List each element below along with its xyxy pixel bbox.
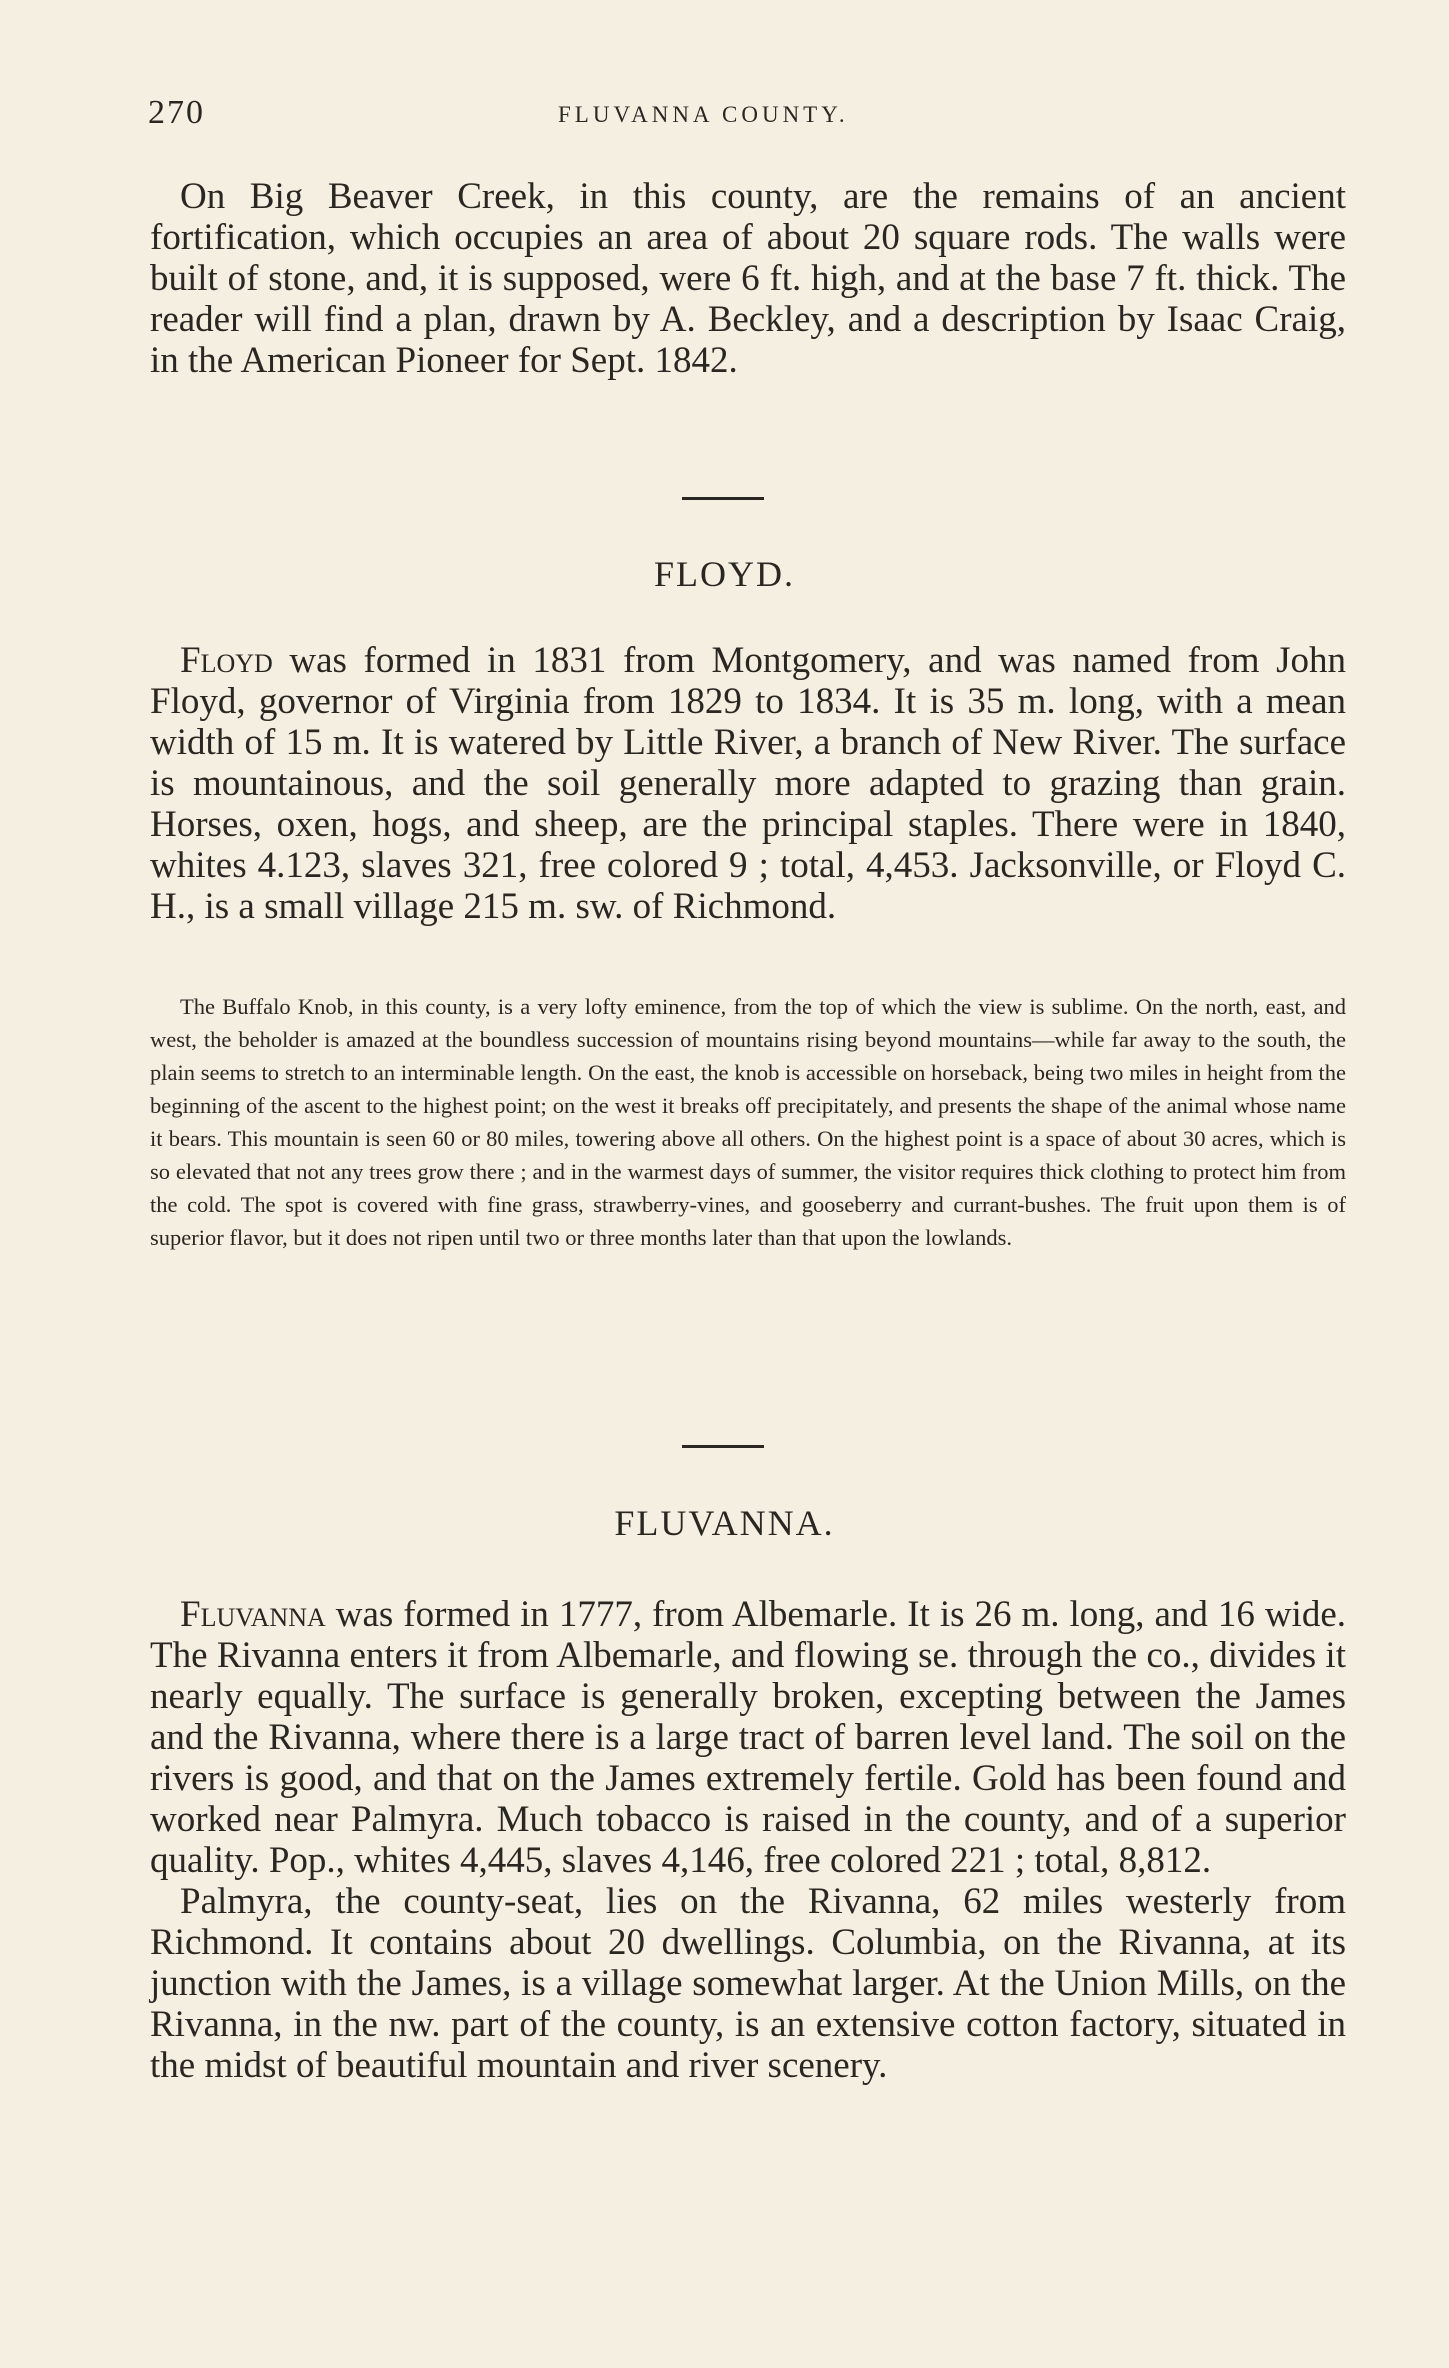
running-head: FLUVANNA COUNTY. (558, 102, 849, 127)
fluvanna-paragraph-text: was formed in 1777, from Albemarle. It is 26 m. long, and 16 wide. The Rivanna enters it from Albemarle, and flowing se. through the co., divides it nearly equally. The surface is generally broken, excepting between the James and the Rivanna, where there is a large tract of barren level land. The soil on the rivers is good, and that on the James extremely fertile. Gold has been found and worked near Palmyra. Much tobacco is raised in the county, and of a superior quality. Pop., whites 4,445, slaves 4,146, free colored 221 ; total, 8,812. (150, 1594, 1346, 1881)
floyd-paragraph (150, 640, 1346, 927)
fluvanna-heading: FLUVANNA. (614, 1503, 835, 1543)
page-number: 270 (148, 94, 205, 131)
fluvanna-paragraph-2: Palmyra, the county-seat, lies on the Rivanna, 62 miles westerly from Richmond. It contains about 20 dwellings. Columbia, on the Rivanna, at its junction with the James, is a village somewhat larger. At the Union Mills, on the Rivanna, in the nw. part of the county, is an extensive cotton factory, situated in the midst of beautiful mountain and river scenery. (150, 1881, 1346, 2086)
floyd-heading: FLOYD. (653, 554, 795, 594)
intro-paragraph: On Big Beaver Creek, in this county, are the remains of an ancient fortification, which occupies an area of about 20 square rods. The walls were built of stone, and, it is supposed, were 6 ft. high, and at the base 7 ft. thick. The reader will find a plan, drawn by A. Beckley, and a description by Isaac Craig, in the American Pioneer for Sept. 1842. (150, 176, 1346, 381)
page-header (148, 94, 1348, 134)
floyd-paragraph-block (150, 640, 1346, 927)
floyd-lead-word: Floyd (180, 640, 273, 681)
floyd-note: The Buffalo Knob, in this county, is a very lofty eminence, from the top of which the view is sublime. On the north, east, and west, the beholder is amazed at the boundless succession of mountains rising beyond mountains—while far away to the south, the plain seems to stretch to an interminable length. On the east, the knob is accessible on horseback, being two miles in height from the beginning of the ascent to the highest point; on the west it breaks off precipitately, and presents the shape of the animal whose name it bears. This mountain is seen 60 or 80 miles, towering above all others. On the highest point is a space of about 30 acres, which is so elevated that not any trees grow there ; and in the warmest days of summer, the visitor requires thick clothing to protect him from the cold. The spot is covered with fine grass, strawberry-vines, and gooseberry and currant-bushes. The fruit upon them is of superior flavor, but it does not ripen until two or three months later than that upon the lowlands. (150, 994, 1346, 1250)
floyd-paragraph-text: was formed in 1831 from Montgomery, and was named from John Floyd, governor of Virginia from 1829 to 1834. It is 35 m. long, with a mean width of 15 m. It is watered by Little River, a branch of New River. The surface is mountainous, and the soil generally more adapted to grazing than grain. Horses, oxen, hogs, and sheep, are the principal staples. There were in 1840, whites 4.123, slaves 321, free colored 9 ; total, 4,453. Jacksonville, or Floyd C. H., is a small village 215 m. sw. of Richmond. (150, 640, 1346, 927)
fluvanna-lead-word: Fluvanna (180, 1594, 326, 1635)
fluvanna-paragraph (150, 1594, 1346, 1881)
floyd-note-block (150, 990, 1346, 1254)
fluvanna-paragraph-block (150, 1594, 1346, 2086)
section-divider (682, 497, 764, 500)
section-divider-2 (682, 1445, 764, 1448)
intro-paragraph-block (150, 176, 1346, 381)
